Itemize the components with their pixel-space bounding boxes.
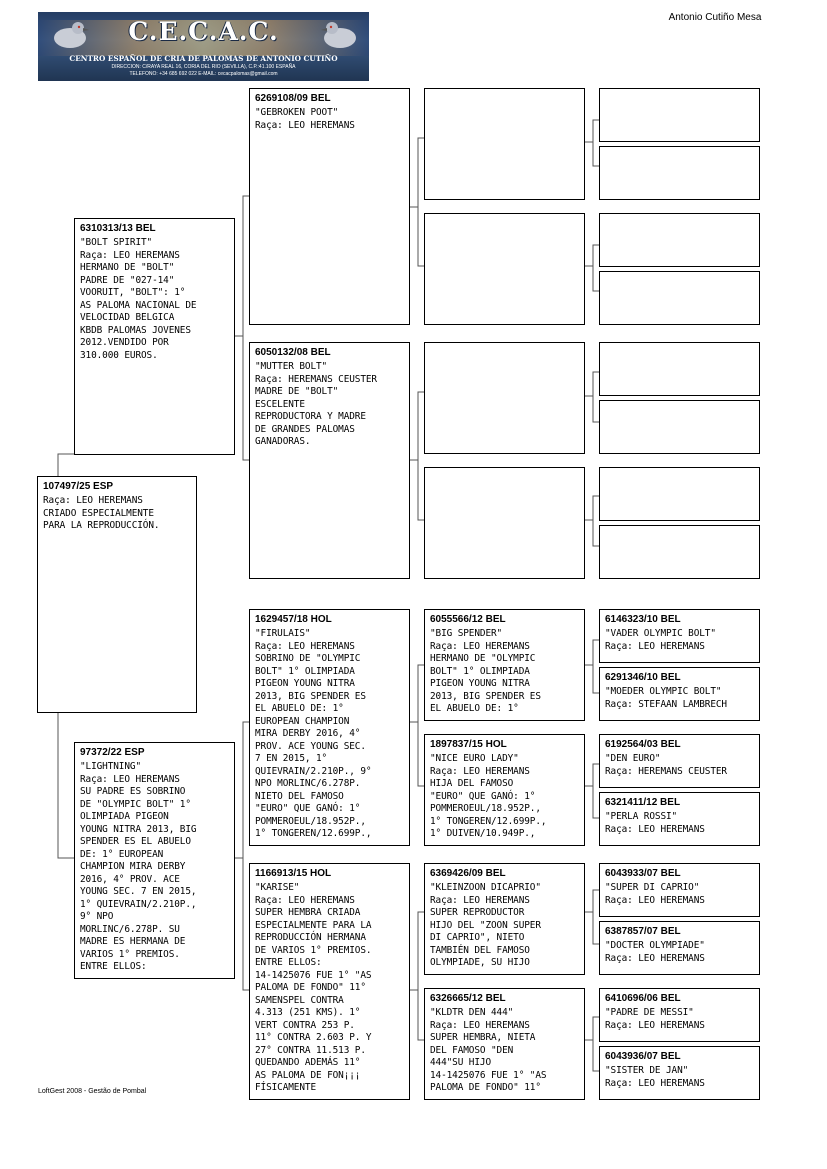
bird-details: "KARISE" Raça: LEO HEREMANS SUPER HEMBRA CRIADA ESPECIALMENTE PARA LA REPRODUCCIÓN HERMANA DE VARIOS 1° PREMIOS. ENTRE ELLOS: 14-1425076 FUE 1° "AS PALOMA DE FONDO" 11° SAMENSPEL CONTRA 4.313 (251 KMS). 1° VERT CONTRA 253 P. 11° CONTRA 2.603 P. Y 27° CONTRA 11.513 P. QUEDANDO ADEMÁS 11° AS PALOMA DE FON¡¡¡ FÍSICAMENTE (255, 882, 372, 1093)
pedigree-gen4-box (599, 921, 760, 975)
bird-details: "FIRULAIS" Raça: LEO HEREMANS SOBRINO DE "OLYMPIC BOLT" 1° OLIMPIADA PIGEON YOUNG NITRA 2013, BIG SPENDER ES EL ABUELO DE: 1° EUROPEAN CHAMPION MIRA DERBY 2016, 4° PROV. ACE YOUNG SEC. 7 EN 2015, 1° QUIEVRAIN/2.210P., 9° NPO MORLINC/6.278P. NIETO DEL FAMOSO "EURO" QUE GANÓ: 1° POMMEROEUL/18.952P., 1° TONGEREN/12.699P., (255, 628, 372, 839)
pedigree-gen4-box (599, 467, 760, 521)
ring-number: 6387857/07 BEL (605, 926, 681, 937)
pedigree-gen4-box (599, 609, 760, 663)
bird-details: "KLEINZOON DICAPRIO" Raça: LEO HEREMANS SUPER REPRODUCTOR HIJO DEL "ZOON SUPER DI CAPRIO", NIETO TAMBIÉN DEL FAMOSO OLYMPIADE, SU HIJO (430, 882, 541, 968)
bird-details: "NICE EURO LADY" Raça: LEO HEREMANS HIJA DEL FAMOSO "EURO" QUE GANÓ: 1° POMMEROEUL/18.952P., 1° TONGEREN/12.699P., 1° DUIVEN/10.949P., (430, 753, 547, 839)
ring-number: 107497/25 ESP (43, 481, 114, 492)
ring-number: 6043936/07 BEL (605, 1051, 681, 1062)
pedigree-gen4-box (599, 792, 760, 846)
pedigree-gen4-box (599, 734, 760, 788)
ring-number: 6410696/06 BEL (605, 993, 681, 1004)
ring-number: 6310313/13 BEL (80, 223, 156, 234)
ring-number: 1166913/15 HOL (255, 868, 332, 879)
pedigree-gen4-box (599, 400, 760, 454)
bird-details: "GEBROKEN POOT" Raça: LEO HEREMANS (255, 107, 355, 131)
pedigree-gen4-box (599, 271, 760, 325)
pedigree-gen3-box (424, 863, 585, 975)
pedigree-gen4-box (599, 863, 760, 917)
ring-number: 6369426/09 BEL (430, 868, 506, 879)
pedigree-gen3-box (424, 467, 585, 579)
ring-number: 6291346/10 BEL (605, 672, 681, 683)
ring-number: 6043933/07 BEL (605, 868, 681, 879)
ring-number: 97372/22 ESP (80, 747, 145, 758)
bird-details: "BIG SPENDER" Raça: LEO HEREMANS HERMANO DE "OLYMPIC BOLT" 1° OLIMPIADA PIGEON YOUNG NITRA 2013, BIG SPENDER ES EL ABUELO DE: 1° (430, 628, 541, 714)
bird-details: "PERLA ROSSI" Raça: LEO HEREMANS (605, 811, 705, 835)
pedigree-gen2-box (249, 863, 410, 1100)
pedigree-gen4-box (599, 525, 760, 579)
pedigree-gen3-box (424, 988, 585, 1100)
bird-details: "BOLT SPIRIT" Raça: LEO HEREMANS HERMANO DE "BOLT" PADRE DE "027-14" VOORUIT, "BOLT": 1° AS PALOMA NACIONAL DE VELOCIDAD BELGICA KBDB PALOMAS JOVENES 2012.VENDIDO POR 310.000 EUROS. (80, 237, 197, 361)
ring-number: 6050132/08 BEL (255, 347, 331, 358)
pedigree-gen3-box (424, 609, 585, 721)
logo-address: DIRECCION: C/RAYA REAL 16, CORIA DEL RIO (SEVILLA), C.P.:41.100 ESPAÑA (111, 64, 296, 70)
logo-subtitle: CENTRO ESPAÑOL DE CRIA DE PALOMAS DE ANTONIO CUTIÑO (69, 54, 338, 63)
pedigree-gen4-box (599, 342, 760, 396)
logo-contact: TELEFONO: +34 685 692 022 E-MAIL: cecacpalomas@gmail.com (129, 71, 278, 77)
ring-number: 6146323/10 BEL (605, 614, 681, 625)
pedigree-gen4-box (599, 988, 760, 1042)
pedigree-gen2-box (249, 342, 410, 579)
footer-credit: LoftGest 2008 - Gestão de Pombal (38, 1088, 147, 1095)
ring-number: 6055566/12 BEL (430, 614, 506, 625)
pedigree-dam (74, 742, 235, 979)
bird-details: "MOEDER OLYMPIC BOLT" Raça: STEFAAN LAMBRECH (605, 686, 727, 710)
pedigree-sire (74, 218, 235, 455)
pedigree-gen4-box (599, 88, 760, 142)
bird-details: "MUTTER BOLT" Raça: HEREMANS CEUSTER MADRE DE "BOLT" ESCELENTE REPRODUCTORA Y MADRE DE GRANDES PALOMAS GANADORAS. (255, 361, 377, 447)
bird-details: "DEN EURO" Raça: HEREMANS CEUSTER (605, 753, 727, 777)
logo-title: C.E.C.A.C. (128, 17, 279, 46)
bird-details: "KLDTR DEN 444" Raça: LEO HEREMANS SUPER HEMBRA, NIETA DEL FAMOSO "DEN 444"SU HIJO 14-1425076 FUE 1° "AS PALOMA DE FONDO" 11° (430, 1007, 547, 1093)
bird-details: "VADER OLYMPIC BOLT" Raça: LEO HEREMANS (605, 628, 716, 652)
pedigree-subject (37, 476, 197, 713)
bird-details: "SUPER DI CAPRIO" Raça: LEO HEREMANS (605, 882, 705, 906)
pedigree-gen2-box (249, 609, 410, 846)
pedigree-gen2-box (249, 88, 410, 325)
ring-number: 1629457/18 HOL (255, 614, 332, 625)
bird-details: "PADRE DE MESSI" Raça: LEO HEREMANS (605, 1007, 705, 1031)
pedigree-gen3-box (424, 342, 585, 454)
bird-details: "LIGHTNING" Raça: LEO HEREMANS SU PADRE ES SOBRINO DE "OLYMPIC BOLT" 1° OLIMPIADA PIGEON YOUNG NITRA 2013, BIG SPENDER ES EL ABUELO DE: 1° EUROPEAN CHAMPION MIRA DERBY 2016, 4° PROV. ACE YOUNG SEC. 7 EN 2015, 1° QUIEVRAIN/2.210P., 9° NPO MORLINC/6.278P. SU MADRE ES HERMANA DE VARIOS 1° PREMIOS. ENTRE ELLOS: (80, 761, 197, 972)
pedigree-gen3-box (424, 88, 585, 200)
pedigree-gen3-box (424, 213, 585, 325)
bird-details: Raça: LEO HEREMANS CRIADO ESPECIALMENTE PARA LA REPRODUCCIÓN. (43, 495, 160, 531)
pedigree-gen4-box (599, 667, 760, 721)
ring-number: 6269108/09 BEL (255, 93, 331, 104)
bird-details: "DOCTER OLYMPIADE" Raça: LEO HEREMANS (605, 940, 705, 964)
ring-number: 6326665/12 BEL (430, 993, 506, 1004)
owner-name: Antonio Cutiño Mesa (668, 12, 762, 23)
pedigree-gen4-box (599, 1046, 760, 1100)
pedigree-gen4-box (599, 146, 760, 200)
pedigree-gen3-box (424, 734, 585, 846)
ring-number: 6321411/12 BEL (605, 797, 681, 808)
bird-details: "SISTER DE JAN" Raça: LEO HEREMANS (605, 1065, 705, 1089)
ring-number: 6192564/03 BEL (605, 739, 681, 750)
pedigree-gen4-box (599, 213, 760, 267)
ring-number: 1897837/15 HOL (430, 739, 507, 750)
